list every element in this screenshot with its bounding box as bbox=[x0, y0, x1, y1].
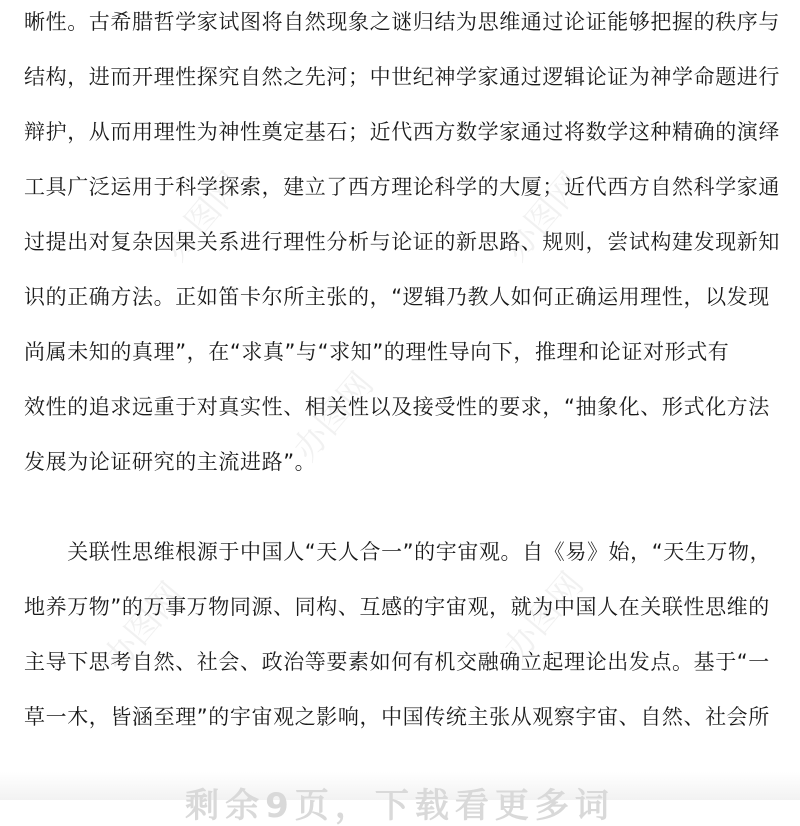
text-line: 尚属未知的真理”，在“求真”与“求知”的理性导向下，推理和论证对形式有 bbox=[24, 340, 730, 364]
text-line: 结构，进而开理性探究自然之先河；中世纪神学家通过逻辑论证为神学命题进行 bbox=[24, 65, 780, 89]
watermark: 办图网 bbox=[95, 574, 192, 679]
text-line: 识的正确方法。正如笛卡尔所主张的，“逻辑乃教人如何正确运用理性，以发现 bbox=[24, 285, 770, 309]
text-line: 效性的追求远重于对真实性、相关性以及接受性的要求，“抽象化、形式化方法 bbox=[24, 395, 770, 419]
watermark: 办图网 bbox=[495, 164, 592, 269]
text-line: 地养万物”的万事万物同源、同构、互感的宇宙观，就为中国人在关联性思维的 bbox=[24, 595, 770, 619]
watermark: 办图网 bbox=[495, 564, 592, 669]
download-banner[interactable] bbox=[0, 772, 800, 826]
text-line: 草一木，皆涵至理”的宇宙观之影响，中国传统主张从观察宇宙、自然、社会所 bbox=[24, 705, 770, 729]
text-line: 晰性。古希腊哲学家试图将自然现象之谜归结为思维通过论证能够把握的秩序与 bbox=[24, 10, 780, 34]
text-line: 发展为论证研究的主流进路”。 bbox=[24, 450, 317, 474]
download-banner-text: 剩余9页，下载看更多词 bbox=[185, 786, 615, 826]
watermark: 办图网 bbox=[285, 364, 382, 469]
watermark: 办图网 bbox=[155, 164, 252, 269]
text-line: 工具广泛运用于科学探索，建立了西方理论科学的大厦；近代西方自然科学家通 bbox=[24, 175, 780, 199]
text-line: 主导下思考自然、社会、政治等要素如何有机交融确立起理论出发点。基于“一 bbox=[24, 650, 770, 674]
text-line: 过提出对复杂因果关系进行理性分析与论证的新思路、规则，尝试构建发现新知 bbox=[24, 230, 780, 254]
text-line: 关联性思维根源于中国人“天人合一”的宇宙观。自《易》始，“天生万物， bbox=[24, 540, 772, 564]
text-line: 辩护，从而用理性为神性奠定基石；近代西方数学家通过将数学这种精确的演绎 bbox=[24, 120, 780, 144]
